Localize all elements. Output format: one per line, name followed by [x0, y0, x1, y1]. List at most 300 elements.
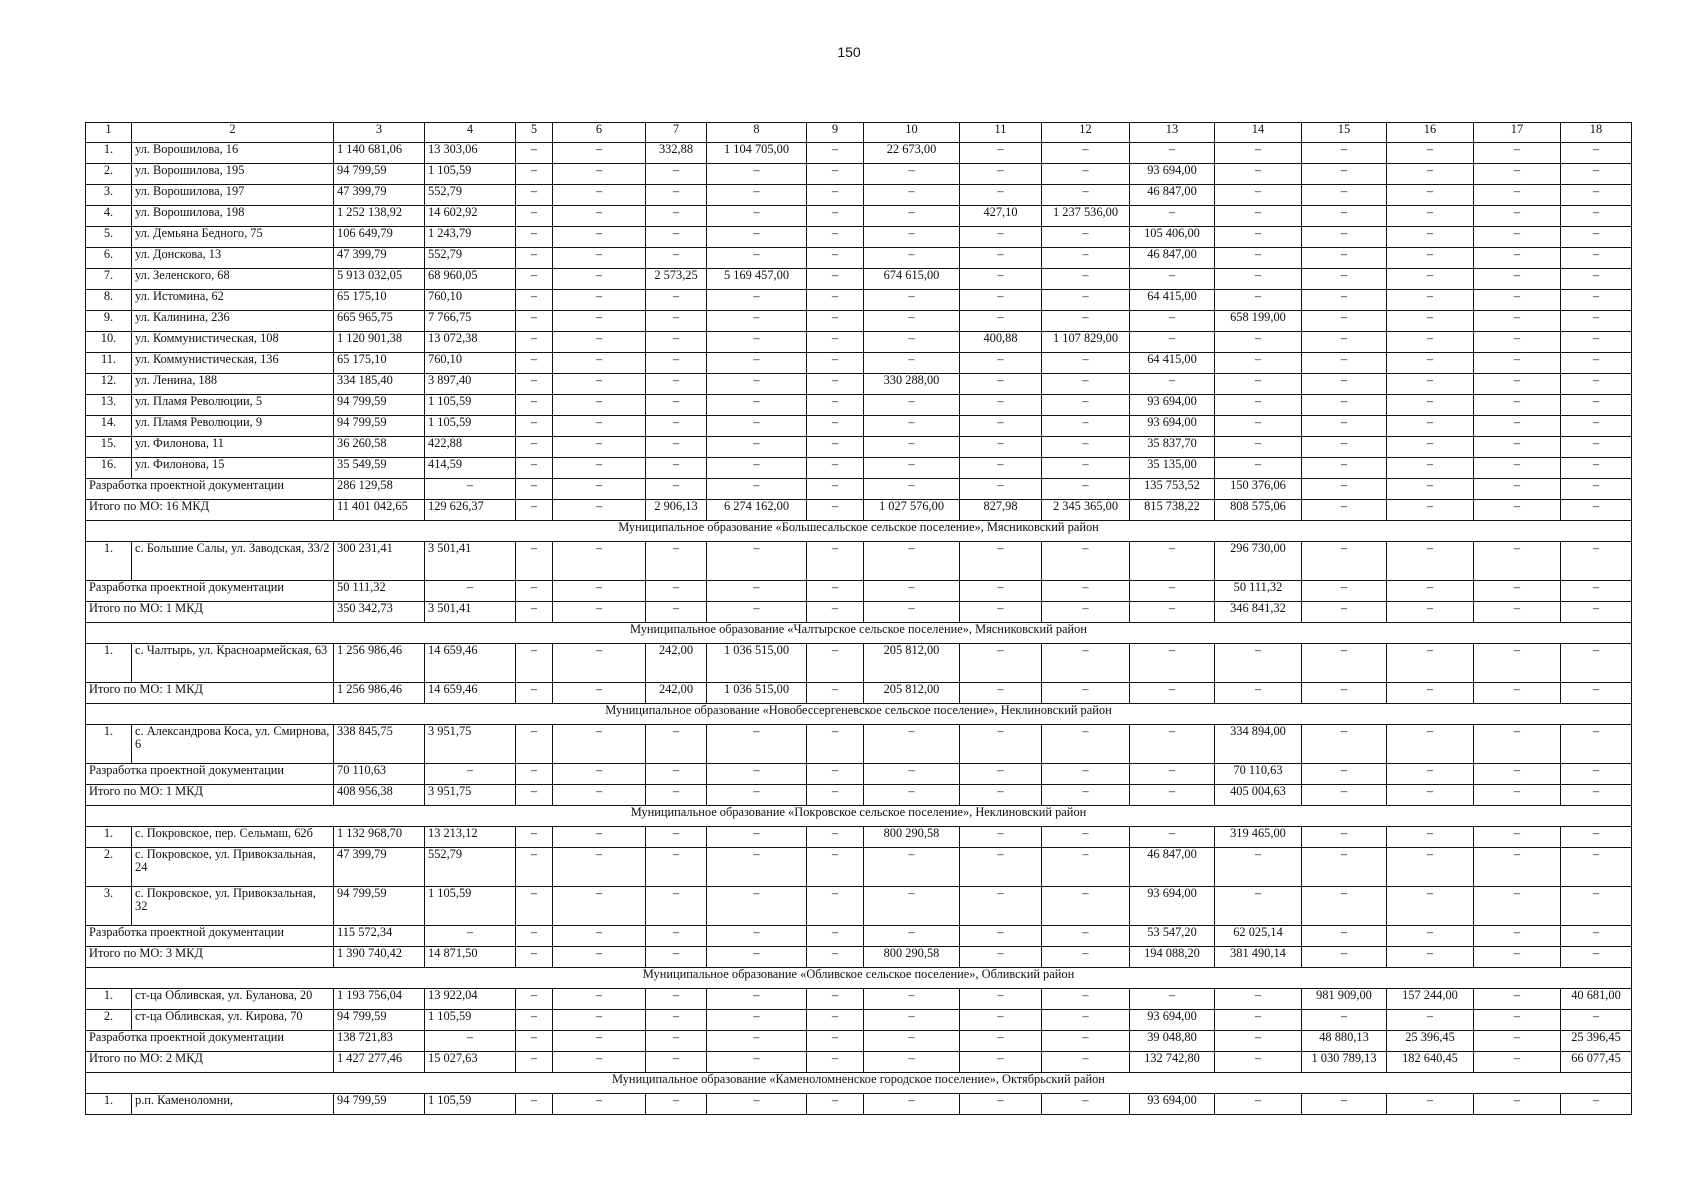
value-cell: 13 303,06	[425, 143, 516, 164]
row-number: 8.	[86, 290, 132, 311]
value-cell: –	[553, 164, 646, 185]
row-number: 14.	[86, 416, 132, 437]
value-cell: 1 252 138,92	[334, 206, 425, 227]
value-cell: 15 027,63	[425, 1052, 516, 1073]
value-cell: –	[960, 269, 1042, 290]
value-cell: –	[1302, 290, 1387, 311]
value-cell: –	[646, 185, 707, 206]
value-cell: –	[960, 290, 1042, 311]
section-row	[86, 623, 1632, 644]
value-cell: 205 812,00	[864, 683, 960, 704]
value-cell: –	[516, 1094, 553, 1115]
summary-row	[86, 479, 1632, 500]
value-cell: 13 072,38	[425, 332, 516, 353]
value-cell: –	[960, 479, 1042, 500]
value-cell: –	[1387, 926, 1474, 947]
row-number: 13.	[86, 395, 132, 416]
value-cell: –	[516, 185, 553, 206]
value-cell: –	[516, 683, 553, 704]
value-cell: –	[516, 353, 553, 374]
value-cell: 93 694,00	[1130, 887, 1215, 926]
value-cell: –	[646, 1052, 707, 1073]
summary-row	[86, 947, 1632, 968]
value-cell: –	[807, 143, 864, 164]
column-number: 17	[1474, 123, 1561, 143]
value-cell: –	[1387, 725, 1474, 764]
summary-row	[86, 602, 1632, 623]
value-cell: –	[807, 164, 864, 185]
section-row	[86, 704, 1632, 725]
value-cell: –	[516, 227, 553, 248]
value-cell: 35 135,00	[1130, 458, 1215, 479]
value-cell: 65 175,10	[334, 353, 425, 374]
value-cell: –	[864, 185, 960, 206]
value-cell: –	[1474, 143, 1561, 164]
value-cell: 94 799,59	[334, 1094, 425, 1115]
value-cell: –	[1215, 1052, 1302, 1073]
value-cell: –	[1474, 581, 1561, 602]
value-cell: –	[1042, 269, 1130, 290]
value-cell: –	[1387, 227, 1474, 248]
value-cell: –	[646, 479, 707, 500]
value-cell: –	[807, 644, 864, 683]
value-cell: 2 906,13	[646, 500, 707, 521]
address-cell: ул. Демьяна Бедного, 75	[132, 227, 334, 248]
address-cell: с. Александрова Коса, ул. Смирнова, 6	[132, 725, 334, 764]
value-cell: –	[864, 416, 960, 437]
value-cell: 242,00	[646, 644, 707, 683]
value-cell: –	[1561, 374, 1632, 395]
value-cell: –	[707, 479, 807, 500]
value-cell: –	[807, 185, 864, 206]
value-cell: –	[553, 542, 646, 581]
value-cell: 338 845,75	[334, 725, 425, 764]
row-number: 1.	[86, 989, 132, 1010]
value-cell: –	[1387, 206, 1474, 227]
value-cell: 40 681,00	[1561, 989, 1632, 1010]
value-cell: –	[1042, 1010, 1130, 1031]
value-cell: –	[1042, 185, 1130, 206]
value-cell: 5 913 032,05	[334, 269, 425, 290]
table-row	[86, 332, 1632, 353]
row-number: 7.	[86, 269, 132, 290]
value-cell: –	[553, 1010, 646, 1031]
row-number: 2.	[86, 164, 132, 185]
value-cell: –	[553, 725, 646, 764]
value-cell: 48 880,13	[1302, 1031, 1387, 1052]
value-cell: –	[1302, 848, 1387, 887]
address-cell: ул. Ворошилова, 198	[132, 206, 334, 227]
value-cell: –	[1042, 479, 1130, 500]
value-cell: –	[1302, 827, 1387, 848]
value-cell: 552,79	[425, 848, 516, 887]
value-cell: 658 199,00	[1215, 311, 1302, 332]
value-cell: –	[553, 185, 646, 206]
value-cell: –	[1130, 374, 1215, 395]
value-cell: 332,88	[646, 143, 707, 164]
value-cell: –	[646, 785, 707, 806]
value-cell: –	[1302, 683, 1387, 704]
value-cell: –	[1130, 542, 1215, 581]
value-cell: –	[1215, 185, 1302, 206]
value-cell: –	[1474, 311, 1561, 332]
value-cell: –	[1387, 602, 1474, 623]
value-cell: 2 573,25	[646, 269, 707, 290]
value-cell: –	[1474, 644, 1561, 683]
value-cell: 93 694,00	[1130, 1010, 1215, 1031]
value-cell: –	[1042, 437, 1130, 458]
value-cell: –	[1042, 542, 1130, 581]
value-cell: –	[1561, 1094, 1632, 1115]
value-cell: –	[1215, 269, 1302, 290]
value-cell: –	[646, 311, 707, 332]
value-cell: –	[960, 437, 1042, 458]
value-cell: –	[553, 206, 646, 227]
value-cell: 93 694,00	[1130, 395, 1215, 416]
value-cell: –	[864, 581, 960, 602]
value-cell: 46 847,00	[1130, 848, 1215, 887]
value-cell: –	[646, 248, 707, 269]
value-cell: –	[707, 185, 807, 206]
value-cell: –	[1561, 581, 1632, 602]
value-cell: 760,10	[425, 353, 516, 374]
row-number: 12.	[86, 374, 132, 395]
value-cell: –	[1387, 887, 1474, 926]
value-cell: –	[516, 1052, 553, 1073]
table-row	[86, 395, 1632, 416]
value-cell: –	[1474, 479, 1561, 500]
value-cell: –	[1561, 479, 1632, 500]
value-cell: –	[1387, 185, 1474, 206]
value-cell: –	[1561, 500, 1632, 521]
value-cell: –	[1387, 374, 1474, 395]
column-number: 15	[1302, 123, 1387, 143]
address-cell: ул. Филонова, 15	[132, 458, 334, 479]
value-cell: –	[646, 374, 707, 395]
value-cell: –	[707, 353, 807, 374]
value-cell: 1 104 705,00	[707, 143, 807, 164]
value-cell: –	[1130, 269, 1215, 290]
value-cell: –	[1474, 227, 1561, 248]
value-cell: 286 129,58	[334, 479, 425, 500]
value-cell: 22 673,00	[864, 143, 960, 164]
summary-row	[86, 785, 1632, 806]
address-cell: ул. Ворошилова, 197	[132, 185, 334, 206]
value-cell: –	[807, 332, 864, 353]
value-cell: 1 243,79	[425, 227, 516, 248]
value-cell: 182 640,45	[1387, 1052, 1474, 1073]
value-cell: –	[707, 887, 807, 926]
value-cell: –	[516, 926, 553, 947]
value-cell: –	[807, 437, 864, 458]
value-cell: –	[864, 725, 960, 764]
value-cell: –	[1130, 785, 1215, 806]
value-cell: –	[1561, 185, 1632, 206]
value-cell: –	[1474, 416, 1561, 437]
value-cell: –	[1561, 248, 1632, 269]
value-cell: 815 738,22	[1130, 500, 1215, 521]
value-cell: –	[1561, 827, 1632, 848]
value-cell: –	[1474, 332, 1561, 353]
value-cell: –	[646, 227, 707, 248]
value-cell: –	[960, 581, 1042, 602]
value-cell: –	[1302, 947, 1387, 968]
value-cell: –	[960, 644, 1042, 683]
value-cell: –	[1474, 827, 1561, 848]
value-cell: –	[807, 353, 864, 374]
value-cell: –	[646, 353, 707, 374]
value-cell: –	[1302, 353, 1387, 374]
value-cell: –	[864, 926, 960, 947]
summary-label: Разработка проектной документации	[86, 764, 334, 785]
value-cell: 319 465,00	[1215, 827, 1302, 848]
value-cell: –	[707, 290, 807, 311]
value-cell: –	[1215, 1031, 1302, 1052]
value-cell: 53 547,20	[1130, 926, 1215, 947]
value-cell: –	[1302, 500, 1387, 521]
row-number: 1.	[86, 725, 132, 764]
value-cell: –	[707, 764, 807, 785]
value-cell: –	[1302, 1010, 1387, 1031]
value-cell: 47 399,79	[334, 185, 425, 206]
value-cell: –	[1302, 542, 1387, 581]
value-cell: 981 909,00	[1302, 989, 1387, 1010]
value-cell: –	[1561, 290, 1632, 311]
column-number: 2	[132, 123, 334, 143]
value-cell: –	[646, 416, 707, 437]
value-cell: –	[516, 764, 553, 785]
value-cell: –	[1561, 644, 1632, 683]
value-cell: –	[1561, 353, 1632, 374]
value-cell: –	[516, 1010, 553, 1031]
value-cell: –	[646, 827, 707, 848]
table-body	[86, 123, 1632, 1115]
value-cell: –	[1474, 947, 1561, 968]
value-cell: –	[1042, 848, 1130, 887]
value-cell: –	[960, 1031, 1042, 1052]
value-cell: 1 256 986,46	[334, 683, 425, 704]
value-cell: 70 110,63	[334, 764, 425, 785]
value-cell: 25 396,45	[1561, 1031, 1632, 1052]
value-cell: 1 105,59	[425, 395, 516, 416]
value-cell: –	[1387, 644, 1474, 683]
value-cell: 1 107 829,00	[1042, 332, 1130, 353]
value-cell: 6 274 162,00	[707, 500, 807, 521]
table-row	[86, 644, 1632, 683]
value-cell: –	[707, 311, 807, 332]
value-cell: –	[553, 1052, 646, 1073]
value-cell: –	[1215, 395, 1302, 416]
value-cell: –	[516, 437, 553, 458]
value-cell: 400,88	[960, 332, 1042, 353]
value-cell: –	[1474, 683, 1561, 704]
column-number: 1	[86, 123, 132, 143]
value-cell: –	[1130, 989, 1215, 1010]
value-cell: –	[646, 581, 707, 602]
row-number: 1.	[86, 542, 132, 581]
value-cell: 408 956,38	[334, 785, 425, 806]
row-number: 9.	[86, 311, 132, 332]
value-cell: –	[1474, 437, 1561, 458]
row-number: 15.	[86, 437, 132, 458]
value-cell: –	[1387, 581, 1474, 602]
address-cell: ул. Донскова, 13	[132, 248, 334, 269]
value-cell: –	[1561, 437, 1632, 458]
value-cell: –	[1474, 1094, 1561, 1115]
value-cell: 46 847,00	[1130, 248, 1215, 269]
summary-row	[86, 1052, 1632, 1073]
value-cell: –	[1387, 311, 1474, 332]
value-cell: –	[646, 725, 707, 764]
value-cell: –	[1387, 479, 1474, 500]
value-cell: –	[960, 143, 1042, 164]
value-cell: –	[707, 785, 807, 806]
value-cell: –	[1215, 248, 1302, 269]
value-cell: –	[646, 989, 707, 1010]
value-cell: –	[1302, 926, 1387, 947]
section-row	[86, 521, 1632, 542]
value-cell: –	[707, 827, 807, 848]
value-cell: –	[1042, 227, 1130, 248]
section-title: Муниципальное образование «Покровское сельское поселение», Неклиновский район	[86, 806, 1632, 827]
value-cell: –	[425, 479, 516, 500]
table-row	[86, 827, 1632, 848]
value-cell: –	[960, 311, 1042, 332]
column-number: 4	[425, 123, 516, 143]
value-cell: –	[553, 887, 646, 926]
value-cell: 138 721,83	[334, 1031, 425, 1052]
value-cell: 1 390 740,42	[334, 947, 425, 968]
row-number: 1.	[86, 143, 132, 164]
summary-row	[86, 683, 1632, 704]
value-cell: –	[707, 725, 807, 764]
value-cell: –	[553, 1031, 646, 1052]
value-cell: –	[1561, 269, 1632, 290]
value-cell: 47 399,79	[334, 848, 425, 887]
value-cell: –	[1387, 290, 1474, 311]
value-cell: –	[1561, 311, 1632, 332]
summary-label: Итого по МО: 16 МКД	[86, 500, 334, 521]
value-cell: –	[960, 164, 1042, 185]
value-cell: –	[1387, 1094, 1474, 1115]
value-cell: –	[960, 785, 1042, 806]
value-cell: –	[707, 1094, 807, 1115]
address-cell: ул. Зеленского, 68	[132, 269, 334, 290]
value-cell: –	[516, 290, 553, 311]
address-cell: с. Покровское, ул. Привокзальная, 32	[132, 887, 334, 926]
value-cell: –	[707, 989, 807, 1010]
value-cell: –	[1042, 644, 1130, 683]
value-cell: –	[960, 989, 1042, 1010]
value-cell: –	[425, 926, 516, 947]
row-number: 16.	[86, 458, 132, 479]
value-cell: –	[1215, 416, 1302, 437]
value-cell: –	[1302, 311, 1387, 332]
value-cell: –	[1561, 458, 1632, 479]
value-cell: –	[707, 848, 807, 887]
value-cell: 62 025,14	[1215, 926, 1302, 947]
value-cell: –	[1042, 458, 1130, 479]
value-cell: –	[516, 989, 553, 1010]
column-number: 10	[864, 123, 960, 143]
value-cell: –	[807, 248, 864, 269]
value-cell: 1 036 515,00	[707, 683, 807, 704]
value-cell: –	[1302, 785, 1387, 806]
value-cell: –	[1042, 1052, 1130, 1073]
value-cell: –	[960, 764, 1042, 785]
value-cell: –	[1130, 725, 1215, 764]
value-cell: 1 036 515,00	[707, 644, 807, 683]
value-cell: 93 694,00	[1130, 164, 1215, 185]
value-cell: –	[553, 248, 646, 269]
value-cell: 381 490,14	[1215, 947, 1302, 968]
value-cell: –	[516, 395, 553, 416]
value-cell: –	[553, 479, 646, 500]
value-cell: 66 077,45	[1561, 1052, 1632, 1073]
table-row	[86, 1094, 1632, 1115]
value-cell: 14 871,50	[425, 947, 516, 968]
value-cell: –	[1042, 374, 1130, 395]
value-cell: –	[1130, 143, 1215, 164]
value-cell: 93 694,00	[1130, 1094, 1215, 1115]
address-cell: ул. Истомина, 62	[132, 290, 334, 311]
table-row	[86, 269, 1632, 290]
value-cell: –	[516, 458, 553, 479]
value-cell: 35 549,59	[334, 458, 425, 479]
value-cell: –	[1302, 395, 1387, 416]
value-cell: –	[707, 437, 807, 458]
value-cell: –	[553, 602, 646, 623]
value-cell: –	[1215, 332, 1302, 353]
value-cell: 14 659,46	[425, 683, 516, 704]
value-cell: –	[1387, 764, 1474, 785]
value-cell: –	[425, 1031, 516, 1052]
value-cell: 93 694,00	[1130, 416, 1215, 437]
value-cell: –	[1561, 416, 1632, 437]
value-cell: –	[1042, 395, 1130, 416]
value-cell: –	[1215, 1094, 1302, 1115]
value-cell: 427,10	[960, 206, 1042, 227]
value-cell: 827,98	[960, 500, 1042, 521]
value-cell: –	[864, 479, 960, 500]
value-cell: –	[864, 1010, 960, 1031]
address-cell: ул. Ленина, 188	[132, 374, 334, 395]
value-cell: –	[807, 416, 864, 437]
table-row	[86, 458, 1632, 479]
value-cell: –	[1302, 332, 1387, 353]
table-row	[86, 206, 1632, 227]
value-cell: –	[960, 926, 1042, 947]
value-cell: –	[707, 1010, 807, 1031]
value-cell: –	[646, 437, 707, 458]
value-cell: –	[1215, 437, 1302, 458]
address-cell: ул. Пламя Революции, 9	[132, 416, 334, 437]
value-cell: –	[807, 764, 864, 785]
page-number: 150	[837, 44, 861, 60]
value-cell: –	[1302, 227, 1387, 248]
row-number: 5.	[86, 227, 132, 248]
value-cell: –	[960, 248, 1042, 269]
value-cell: –	[1302, 143, 1387, 164]
value-cell: –	[807, 848, 864, 887]
value-cell: –	[807, 227, 864, 248]
value-cell: –	[1561, 227, 1632, 248]
value-cell: –	[1302, 887, 1387, 926]
value-cell: –	[425, 581, 516, 602]
value-cell: –	[960, 1094, 1042, 1115]
value-cell: –	[807, 479, 864, 500]
value-cell: –	[1302, 374, 1387, 395]
